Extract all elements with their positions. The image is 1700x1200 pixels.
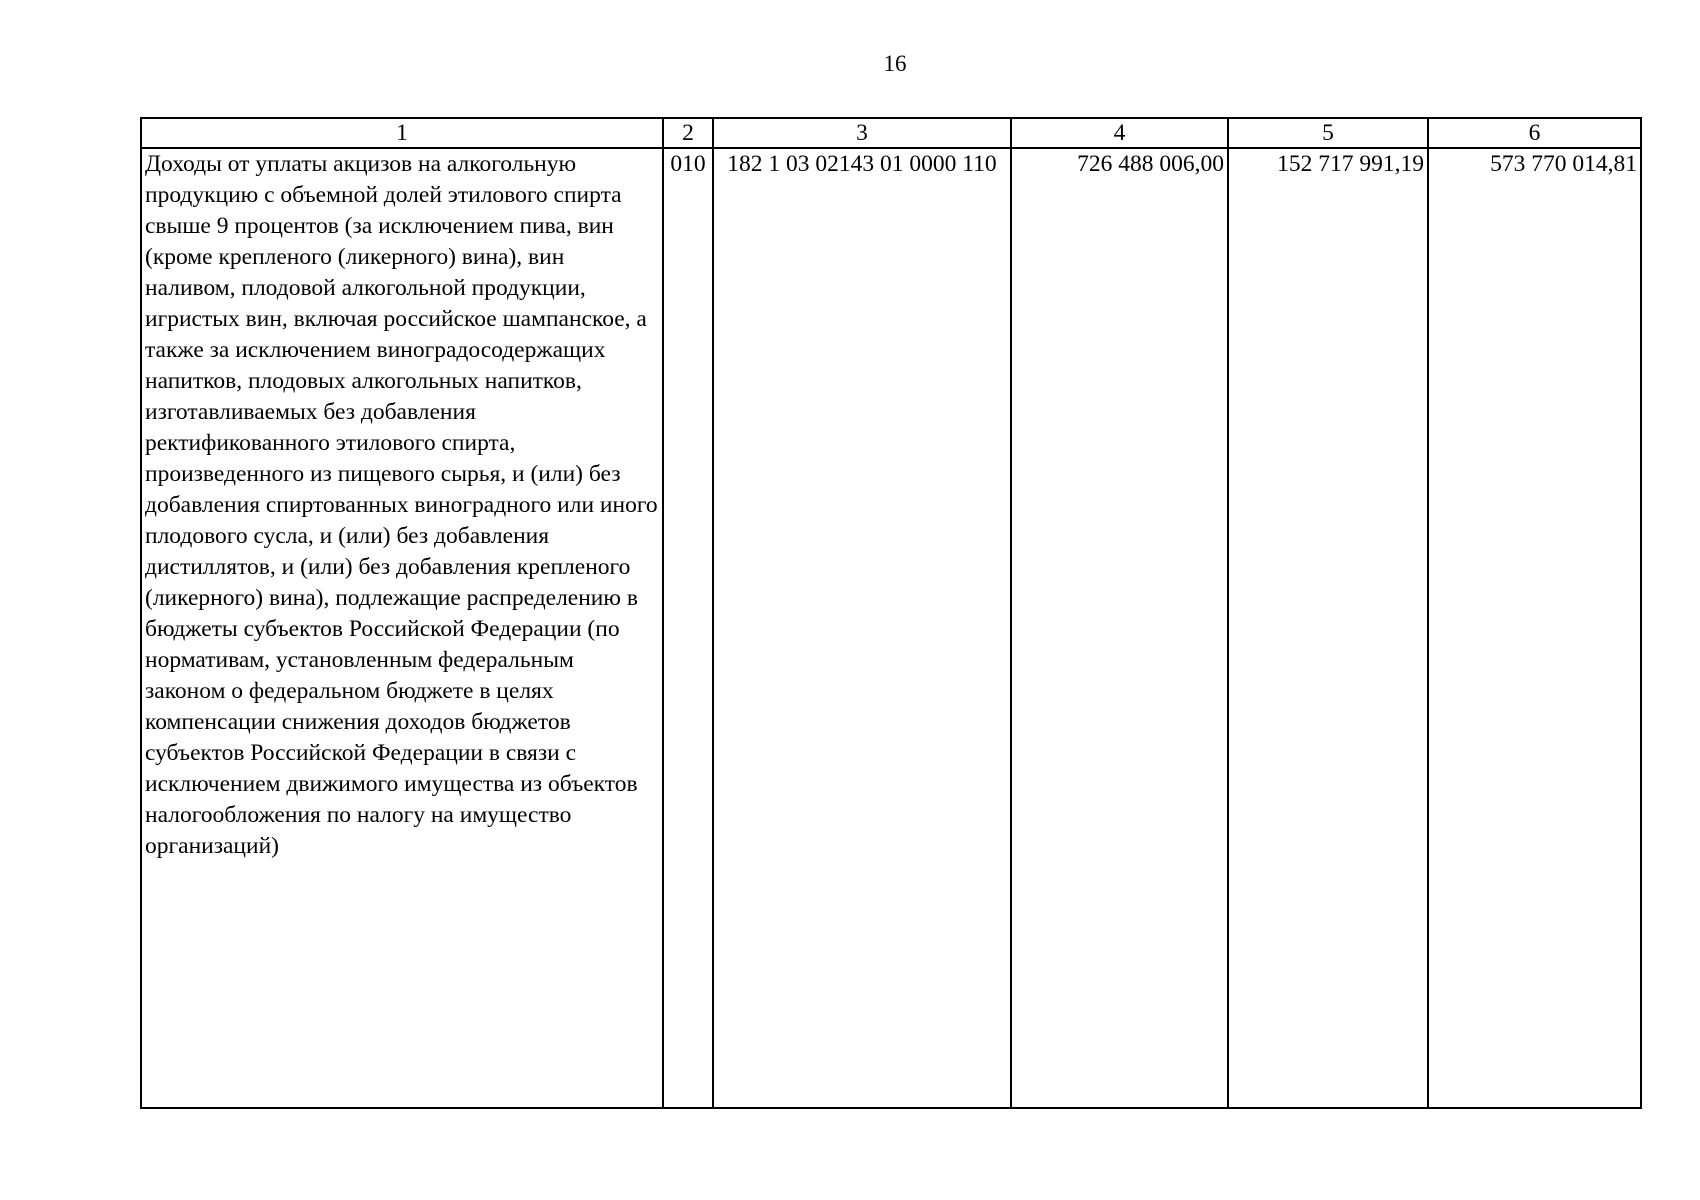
table-row	[141, 148, 1641, 1108]
line-code-cell: 010	[663, 148, 713, 1108]
header-col-3: 3	[713, 118, 1011, 148]
amount-col-4-cell: 726 488 006,00	[1011, 148, 1228, 1108]
header-col-2: 2	[663, 118, 713, 148]
page-number: 16	[883, 51, 907, 76]
header-col-5: 5	[1228, 118, 1428, 148]
header-row	[141, 118, 1641, 148]
income-name-cell: Доходы от уплаты акцизов на алкогольную продукцию с объемной долей этилового спирта свыше 9 процентов (за исключением пива, вин (кроме крепленого (ликерного) вина), вин наливом, плодовой алкогольной продукции, игристых вин, включая российское шампанское, а также за исключением виноградосодержащих напитков, плодовых алкогольных напитков, изготавливаемых без добавления ректификованного этилового спирта, произведенного из пищевого сырья, и (или) без добавления спиртованных виноградного или иного плодового сусла, и (или) без добавления дистиллятов, и (или) без добавления крепленого (ликерного) вина), подлежащие распределению в бюджеты субъектов Российской Федерации (по нормативам, установленным федеральным законом о федеральном бюджете в целях компенсации снижения доходов бюджетов субъектов Российской Федерации в связи с исключением движимого имущества из объектов налогообложения по налогу на имущество организаций)	[141, 148, 663, 1108]
report-table	[140, 117, 1642, 1109]
amount-col-5-cell: 152 717 991,19	[1228, 148, 1428, 1108]
header-col-6: 6	[1428, 118, 1641, 148]
budget-classification-code-cell: 182 1 03 02143 01 0000 110	[713, 148, 1011, 1108]
amount-col-6-cell: 573 770 014,81	[1428, 148, 1641, 1108]
header-col-4: 4	[1011, 118, 1228, 148]
header-col-1: 1	[141, 118, 663, 148]
